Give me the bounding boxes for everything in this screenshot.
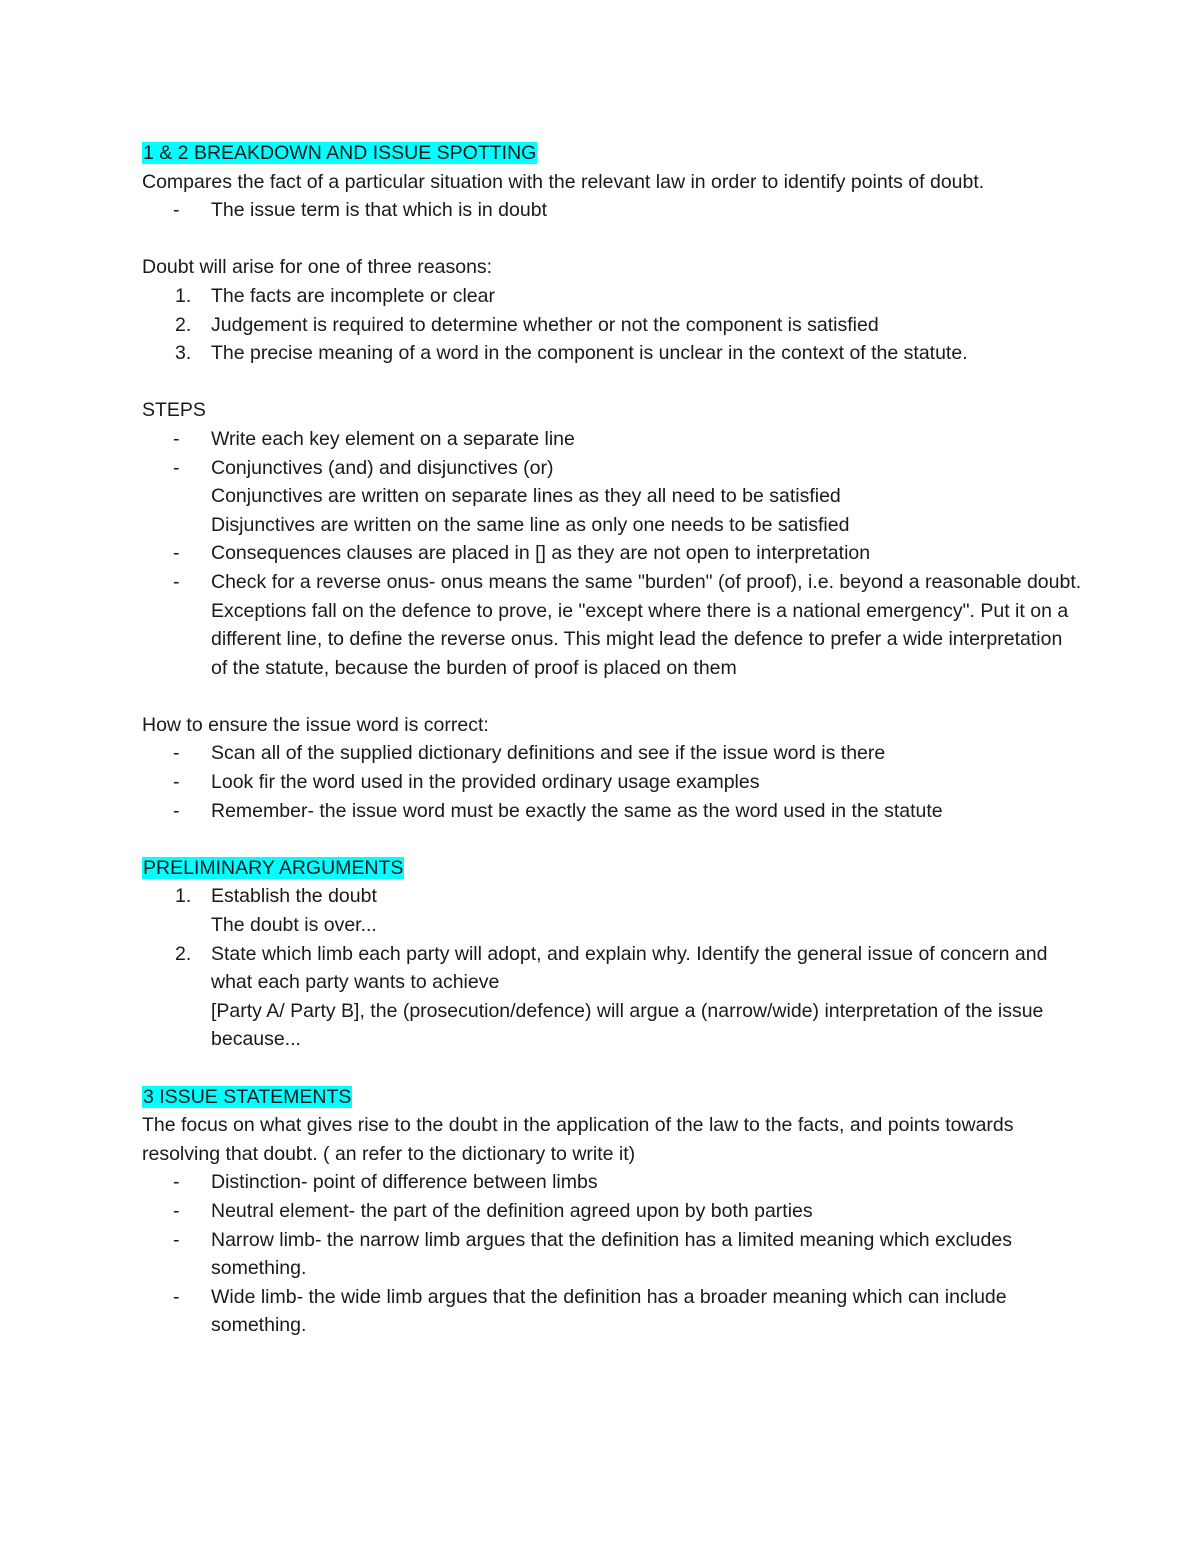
section-heading xyxy=(142,854,1082,883)
bullet-item xyxy=(142,454,1082,483)
numbered-subline: [Party A/ Party B], the (prosecution/defence) will argue a (narrow/wide) interpretation of the issue because... xyxy=(211,999,1044,1051)
section-heading xyxy=(142,139,1082,168)
document-page xyxy=(142,139,1082,1340)
bullet-marker: - xyxy=(173,199,180,222)
bullet-marker: - xyxy=(173,1228,180,1251)
bullet-item xyxy=(142,1197,1082,1226)
paragraph: The focus on what gives rise to the doubt in the application of the law to the facts, and points towards resolving that doubt. ( an refer to the dictionary to write it) xyxy=(142,1114,1014,1165)
bullet-text: Remember- the issue word must be exactly the same as the word used in the statute xyxy=(211,799,943,822)
bullet-text: Distinction- point of difference between limbs xyxy=(211,1171,598,1194)
numbered-item xyxy=(142,882,1082,911)
section-heading-text: 3 ISSUE STATEMENTS xyxy=(143,1085,352,1108)
bullet-text: Consequences clauses are placed in [] as they are not open to interpretation xyxy=(211,542,871,565)
bullet-marker: - xyxy=(173,1285,180,1308)
bullet-marker: - xyxy=(173,1199,180,1222)
bullet-text: Conjunctives (and) and disjunctives (or) xyxy=(211,456,554,479)
bullet-text: Check for a reverse onus- onus means the same "burden" (of proof), i.e. beyond a reasonable doubt. Exceptions fall on the defence to prove, ie "except where there is a national emergency". Put it on a different line, to define the reverse onus. This might lead the defence to prefer a wide interpretation of the statute, because the burden of proof is placed on them xyxy=(211,570,1082,679)
bullet-item xyxy=(142,1226,1082,1283)
bullet-subline: Disjunctives are written on the same line as only one needs to be satisfied xyxy=(211,513,850,536)
steps-heading: STEPS xyxy=(142,399,206,422)
bullet-marker: - xyxy=(173,1171,180,1194)
section-heading-text: PRELIMINARY ARGUMENTS xyxy=(143,856,404,879)
bullet-item xyxy=(142,739,1082,768)
bullet-marker: - xyxy=(173,456,180,479)
paragraph: Compares the fact of a particular situation with the relevant law in order to identify points of doubt. xyxy=(142,170,985,193)
bullet-marker: - xyxy=(173,570,180,593)
bullet-item xyxy=(142,1283,1082,1340)
number-marker: 3. xyxy=(175,342,192,365)
number-marker: 1. xyxy=(175,284,192,307)
bullet-marker: - xyxy=(173,742,180,765)
bullet-text: The issue term is that which is in doubt xyxy=(211,199,547,222)
bullet-text: Wide limb- the wide limb argues that the definition has a broader meaning which can include something. xyxy=(211,1285,1007,1337)
bullet-marker: - xyxy=(173,771,180,794)
bullet-item xyxy=(142,1168,1082,1197)
numbered-item xyxy=(142,339,1082,368)
numbered-text: Establish the doubt xyxy=(211,885,377,908)
bullet-item xyxy=(142,797,1082,826)
number-marker: 2. xyxy=(175,942,192,965)
bullet-text: Narrow limb- the narrow limb argues that the definition has a limited meaning which excludes something. xyxy=(211,1228,1012,1280)
bullet-item xyxy=(142,568,1082,682)
bullet-text: Look fir the word used in the provided ordinary usage examples xyxy=(211,771,760,794)
numbered-item xyxy=(142,311,1082,340)
bullet-marker: - xyxy=(173,427,180,450)
numbered-text: Judgement is required to determine whether or not the component is satisfied xyxy=(211,313,879,336)
bullet-text: Scan all of the supplied dictionary definitions and see if the issue word is there xyxy=(211,742,886,765)
bullet-marker: - xyxy=(173,542,180,565)
section-heading-text: 1 & 2 BREAKDOWN AND ISSUE SPOTTING xyxy=(143,142,537,164)
paragraph: How to ensure the issue word is correct: xyxy=(142,713,489,736)
bullet-text: Write each key element on a separate line xyxy=(211,427,575,450)
paragraph: Doubt will arise for one of three reasons: xyxy=(142,256,493,279)
bullet-item xyxy=(142,768,1082,797)
number-marker: 1. xyxy=(175,885,192,908)
bullet-subline: Conjunctives are written on separate lines as they all need to be satisfied xyxy=(211,485,841,508)
numbered-subline: The doubt is over... xyxy=(211,914,377,937)
bullet-marker: - xyxy=(173,799,180,822)
numbered-text: State which limb each party will adopt, and explain why. Identify the general issue of concern and what each party wants to achieve xyxy=(211,942,1048,994)
numbered-text: The facts are incomplete or clear xyxy=(211,284,495,307)
section-heading xyxy=(142,1083,1082,1112)
number-marker: 2. xyxy=(175,313,192,336)
bullet-text: Neutral element- the part of the definition agreed upon by both parties xyxy=(211,1199,813,1222)
bullet-item xyxy=(142,539,1082,568)
numbered-text: The precise meaning of a word in the component is unclear in the context of the statute. xyxy=(211,342,968,365)
numbered-item xyxy=(142,282,1082,311)
bullet-item xyxy=(142,196,1082,225)
numbered-item xyxy=(142,940,1082,997)
bullet-item xyxy=(142,425,1082,454)
